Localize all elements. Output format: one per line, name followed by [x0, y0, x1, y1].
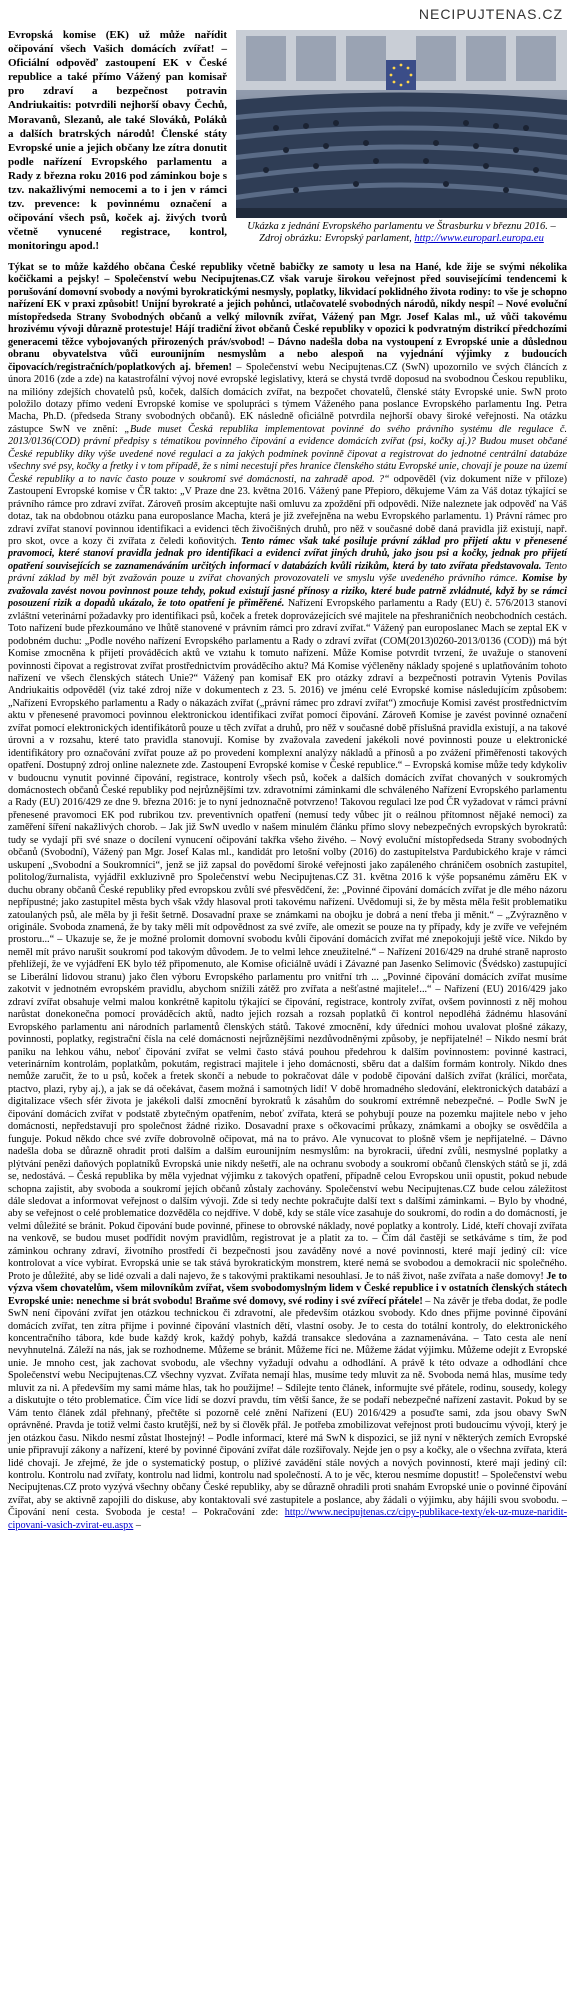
call-to-action: Je to výzva všem chovatelům, všem milovníkům zvířat, všem svobodomyslným lidem v České republice i v ostatních členských státech Evropské unie: nenechme si brát svobodu! Braňme své domovy, své rodiny i své zvířecí přátele!	[8, 1270, 567, 1307]
intro-bold-rest: – Společenství webu Necipujtenas.CZ však varuje širokou veřejnost před souvisejícími tendencemi k porušování domovní svobody a novými byrokratickými nesmysly, poplatky, likvidací poklidného života rodiny: to vše je schopno nařízení EK v praxi způsobit! Unijní byrokraté a jejich pohůnci, utlačovatelé svobodných národů, nikdy nespí! – Nové evoluční místopředsedа Strany Svobodných občanů a velký milovník zvířat, Vážený pan Mgr. Josef Kalas ml., už vůči takovému hrozivému vývoji důrazně protestuje! Hájí tradiční život občanů České republiky v opozici k podvratným distrikcí předchozími generacemi těžce vybojovaných přirozených práv/svobod! – Dávno nadešla doba na vystoupení z Evropské unie a důslednou obranu obyvatelstva vůči eurounijním nesmyslům a nebo alespoň na vyjednání výjimky z budoucích čipovacích/registračních/poplatkových aj. břemen!	[8, 274, 567, 373]
top-section	[8, 28, 567, 260]
commission-answer: odpověděl (viz dokument níže v příloze) Zastoupení Evropské komise v ČR takto: „V Praze dne 23. května 2016. Vážený pane Přepioro, děkujeme Vám za Váš dotaz týkající se právního rámce pro zdraví zvířat. Zároveň prosím akceptujte naši omluvu za zpoždění při odpovědi. Níže naleznete jak odpověď na Váš dotaz, tak na obdobnou otázku pana europoslance Macha, která je již zveřejněna na webu Evropského parlamentu. 1) Právní rámec pro zdraví zvířat stanoví povinnou identifikaci a evidenci těch živočišných druhů, pro něž v současné době daná pravidla již existují, např. pro skot, ovce a kozy či zvířata z čeledi koňovitých.	[8, 473, 567, 547]
parliament-photo	[236, 30, 567, 218]
caption-source-prefix: Zdroj obrázku: Evropský parlament,	[259, 233, 415, 244]
paragraph-closing: – Podle informací, které má SwN k dispozici, se již nyní v některých zemích Evropské unie připravují zákony a nařízení, které by povinné čipování zvířat dále rozšiřovaly. Nejde jen o psy a kočky, ale o všechna zvířata, která lidé chovají. Je zřejmé, že jde o systematický postup, o plíživé zavádění stále nových a nových povinností, které mají jediný cíl: kontrolu. Kontrolu nad zvířaty, kontrolu nad lidmi, kontrolu nad společností. A to je věc, kterou nesmíme dopustit! – Společenství webu Necipujtenas.CZ proto vyzývá všechny občany České republiky, aby se důrazně ohradili proti snahám Evropské unie o povinné čipování zvířat, aby se aktivně zapojili do diskuse, aby kontaktovali své zastupitele a poslance, aby žádali o výjimku, aby hájili svou svobodu. – Čipování není cesta. Svoboda je cesta!	[8, 1432, 567, 1519]
europarl-link[interactable]: http://www.europarl.europa.eu	[414, 233, 544, 244]
commissioner-answer: Nařízení Evropského parlamentu a Rady (EU) č. 576/2013 stanoví zvláštní veterinární požadavky pro identifikaci psů, koček a fretek doprovázejících své majitele na přeshraničních neobchodních cestách. Toto nařízení bude přezkoumáno ve lhůtě stanovené v právním rámci pro zdraví zvířat.“ Vážený pan europoslanec Mach se zeptal EK v podobném duchu: „Podle nového nařízení Evropského parlamentu a Rady o zdraví zvířat (COM(2013)0260-2013/0136 (COD)) má být Komise zmocněna k přijetí prováděcích aktů ve vztahu k tomuto nařízení. Může Komise potvrdit tvrzení, že uvažuje o stanovení povinnosti čipovat a registrovat zvířat prostřednictvím prováděcího aktu? Má Komise výčleněny náklady spojené s uplatňováním tohoto nařízení ve všech členských státech Unie?“ Vážený pan komisař EK pro otázky zdraví a bezpečnosti potravin Vytenis Povilas Andriukaitis odpověděl (viz také zdroj níže v dokumentech z 23. 5. 2016) ve jménu celé Evropské komise následujícím způsobem: „Nařízení Evropského parlamentu a Rady o nákazách zvířat („právní rámec pro zdraví zvířat“) zmocňuje Komisi zavést prostřednictvím aktu v přenesené pravomoci povinnou elektronickou identifikaci zvířat pomocí čipování. Zároveň Komise je zavést povinné označení zvířat pomocí elektronických identifikátorů pouze u těch zvířat a druhů, pro něž v současné době příslušná pravidla existují, a na takové úrovni a v rozsahu, které tato pravidla stanovují. Komise by zvažovala zavedení jakékoli nové povinnosti pouze u elektronické identifikátory pro označování zvířat pouze až po provedení komplexní analýzy nákladů a přínosů a po zvážení přiměřenosti takových opatření. Dostupný zdroj online naleznete zde. Zastoupení Evropské komise v České republice.“ – Evropská komise může tedy kdykoliv v budoucnu vynutit povinné čipování, registrace, kontroly všech psů, koček a dalších domácích zvířat chovaných v soukromých domácnostech občanů České republiky pod nejrůznějšími tzv. zdravotními záminkami dle schváleného Nařízení Evropského parlamentu a Rady (EU) 2016/429 ze dne 9. března 2016: je to nyní jednoznačně potvrzeno! Takovou regulaci lze pod ČR vyžadovat v rámci právní přenesené pravomoci EK pod rubrikou tzv. preventivních opatření (nemusí tedy vůbec jít o reálnou přítomnost nějaké nemoci) za zaměření šíření nakažlivých chorob. – Jak již SwN uvedlo v našem minulém článku přímo slovy nebezpečných evropských byrokratů: tudy se vydají při své snaze o docílení vynucení očipování takřka všeho živého. – Nový evoluční místopředseda Strany svobodných občanů (Svobodní), Vážený pan Mgr. Josef Kalas ml., kandidát pro letošní volby (2016) do zastupitelstva Pardubického kraje v rámci uskupení „Svobodní a Soukromníci“, jenž se již zapsal do povědomí široké veřejnosti jako zapáleného chráničem osobních zastupitel, politolog/žurnalista, vyjádřil exkluzivně pro Společenství webu Necipujtenas.CZ 31. května 2016 k výše popsanému záměru EK v duchu obrany občanů České republiky před evropskou zvůlí své přesvědčení, že: „Povinné čipování domácích zvířat je dle mého názoru nepřípustné; jako zastupitel města bych však vždy hlasoval proti takovému nařízení. Uvědomuji si, že by města měla řešit problematiku zatoulaných psů, ale měla by ji řešit šetrně. Dosavadní praxe se známkami na obojku je dobrá a není třeba ji měnit.“ – „Zvýrazněno v originále. Svoboda znamená, že by taky měli mít odpovědnost za své zvíře, ale omezit se pouze na ty případy, kdy je zvíře ve veřejném prostoru...“ – Ukazuje se, že je možné prolomit domovní svobodu kvůli čipování domácích zvířat mé znepokojuji ještě více. Nikdo by neměl mít právo narušit soukromí pod takovým důvodem. Je to velmi lehce zneužitelné.“ – Nařízení 2016/429 na druhé straně naprosto přehlížejí, že ve vyjádření EK bylo též připomenuto, ale Komise oficiálně uvádí i Závazné pan Jasenko Selimovic (Švédsko) zastupující se Liberální lidovou stranu) jako člen výboru Evropského parlamentu pro vnitřní trh ... „Povinné čipování domácích zvířat musíme zakotvit v jednotném evropském pravidlu, abychom snížili zátěž pro zvířata a nešťastné majitele!...“ – Nařízení (EU) 2016/429 jako zdraví zvířat obsahuje velmi malou konkrétně kapitolu týkající se čipování, registrace, kontroly zvířat, ovšem povinnosti z něj mohou narůstat donekonečna pomocí prováděcích aktů, nadto jejich rozsah a rozsah poplatků či kontrol nepodléhá žádnému hlasování Evropského parlamentu ani národních parlamentů členských států. Takové zmocnění, kdy úředníci mohou uvalovat plošné zákazy, povinnosti, poplatky, registrační čísla na celé domácnosti nejrůznějšími nezdůvodněnými způsoby, je nepřijatelné! – Nikdo nesmí brát paniku na lehkou váhu, neboť čipování zvířat se velmi často stává pouhou předehrou k dalším povinnostem: povinné kastraci, veterinárním kontrolám, poplatkům, pokutám, registraci majitele i jeho domácnosti, sběru dat a dalším formám kontroly. Nikdo dnes nemůže zaručit, že to u psů, koček a fretek skončí a nebude to pokračovat dále v podobě čipování dalších zvířat (králíci, morčata, ptactvo, plazi, ryby aj.), a jak se dá očekávat, časem možná i samotných lidí! V době hromadného sledování, elektronických databází a digitalizace všech sfér života je jakékoli další zmocnění byrokratů k zásahům do soukromí extrémně nebezpečné. – Podle SwN je čipování domácích zvířat v podstatě zbytečným opatřením, neboť zvířata, která se pohybují pouze na pozemku majitele nebo v jeho domácnosti, nepředstavují pro společnost žádné riziko. Dosavadní praxe s očkovacími průkazy, známkami a obojky se osvědčila a funguje. Pokud někdo chce své zvíře dobrovolně očipovat, má na to právo. Ale vynucovat to plošně všem je nepřijatelné. – Dávno nadešla doba se důrazně ohradit proti dalším a dalším eurounijním nesmyslům: na byrokracii, úřední zvůli, nesmyslné poplatky a plýtvání penězi daňových poplatníků Evropská unie nikdy nešetří, ale na ochranu svobody a soukromí občanů členských států se jí, zdá se, nedostává. – Česká republika by měla vyjednat výjimku z takových opatření, případně celou Evropskou unii opustit, pokud nebude schopna zajistit, aby svoboda a soukromí jejích občanů zůstaly zachovány. Společenství webu Necipujtenas.CZ bude celou záležitost dále sledovat a informovat veřejnost o dalším vývoji.	[8, 598, 567, 1207]
answer-emphasis-2: Komise by zvažovala zavést novou povinnost pouze tehdy, pokud existují jasné přínosy a riziko, které bude patrně zvládnuté, když by se rámci posouzení rizik a dopadů ukázalo, že toto opatření je přiměřené.	[8, 573, 567, 610]
continuation-link[interactable]: http://www.necipujtenas.cz/cipy-publikace-texty/ek-uz-muze-naridit-cipovani-vasich-zvirat-eu.aspx	[8, 1507, 567, 1531]
answer-emphasis: Tento rámec však také posiluje právní základ pro přijetí aktu v přenesené pravomoci, které stanoví pravidla jednak pro identifikaci a evidenci zvířat jiných druhů, jako jsou psi a kočky, jednak pro přijetí opatření souvisejících se zaznamenáváním určitých informací v databázích kvůli rizikům, která by tato zvířata představovala.	[8, 535, 567, 572]
site-header: NECIPUJTENAS.CZ	[418, 6, 563, 22]
intro-bold: Týkat se to může každého občana České republiky včetně babičky ze samoty u lesa na Hané, kde žije se svými nékolika kočičkami a pejsky!	[8, 262, 567, 286]
paragraph-middle: Zde si tedy nechte pokračujte další text s dalšími záminkami. – Bylo by vhodné, aby se veřejnost o celé problematice dozvěděla co nejdříve. V době, kdy se stále více zasahuje do soukromí, do rodin a do domácností, je velmi důležité se bránit. Pokud čipování bude povinné, přinese to obrovské náklady, nové poplatky a kontroly. Lidé, kteří chovají zvířata na venkově, se budou muset podřídit novým pravidlům, registrovat je a platit za to.	[8, 1195, 568, 1245]
article-body	[8, 262, 567, 1532]
paragraph-context: – Společenství webu Necipujtenas.CZ (SwN) upozornilo ve svých článcích z února 2016 (zde a zde) na katastrofální vývoj nové evropské legislativy, která se chystá tvrdě doposud na svobodnou Českou republiku, na milióny zdejších chovatelů psů, koček, dalších domácích zvířat, na bezpočet chovatelů, členské státy Evropské unie. SwN proto položilo dotazy přímo vedení Evropské komise ve spolupráci s týmem Váženého pana poslance Evropského parlamentu Ing. Petra Macha, Ph.D. (předseda Strany svobodných občanů). EK následně oficiálně potvrdila nejhorší obavy široké veřejnosti. Na otázku zástupce SwN ve znění:	[8, 361, 567, 435]
lead-paragraph: Evropská komise (EK) už může nařídit očipování všech Vašich domácích zvířat! – Oficiální odpověď zastoupení EK v České republice a také přímo Vážený pan komisař pro zdraví a bezpečnost potravin Andriukaitis: potvrdili nejhorší obavy Čechů, Moravanů, Slezanů, ale také Slováků, Poláků a dalších bratrských národů! Členské státy Evropské unie a jejich občany lze zítra donutit podle nařízení Evropského parlamentu a Rady z března roku 2016 pod záminkou boje s tzv. nakažlivými nemocemi a to i jen v rámci tzv. prevence: k povinnému označení a očipování všech psů, koček aj. živých tvorů včetně vynucené registrace, kontrol, monitoringu apod.!	[8, 29, 227, 253]
caption-line2	[236, 233, 567, 245]
figure	[236, 30, 567, 245]
parliament-hall-illustration	[236, 30, 567, 218]
source-suffix: –	[133, 1519, 141, 1531]
question-quote: „Bude muset Česká republika implementovat povinné do svého právního systému dle regulace č. 2013/0136(COD) právní předpisy s tématikou povinného čipování a evidence domácích zvířat (psi, kočky aj.)? Budou muset občané České republiky díky výše uvedené nové regulaci a za jakých podmínek povinně čipovat a registrovat do jednotné centrální databáze všechny své psy, kočky a fretky i v tom případě, že s nimi necestují přes hranice členského státu Evropské unie, chovají je pouze na území České republiky a to navíc často pouze v soukromí své domácnosti, na zahradě apod. ?“	[8, 423, 567, 485]
caption-line1: Ukázka z jednání Evropského parlamentu ve Štrasburku v březnu 2016. –	[247, 221, 556, 232]
answer-continuation: Tento právní základ by měl být zvažován pouze u zvířat chovaných provozovateli ve smyslu výše uvedeného právního rámce.	[8, 560, 567, 585]
figure-caption	[236, 221, 567, 245]
paragraph-control: – Čím dál častěji se setkáváme s tím, že pod záminkou ochrany zdraví, životního prostředí či bezpečnosti jsou zaváděny nové a nové povinnosti, které mají jediný cíl: více kontrolovat a více vybírat. Evropská unie se tak stává byrokratickým monstrem, které nemá se svobodou a demokracií nic společného. Proto je důležité, aby se lidé ozvali a dali najevo, že s takovými praktikami nesouhlasí. Je to náš život, naše zvířata a naše domovy!	[8, 1233, 567, 1282]
source-prefix: – Pokračování zde:	[185, 1507, 285, 1519]
paragraph-freedom: – Na závěr je třeba dodat, že podle SwN není čipování zvířat jen otázkou technickou či zdravotní, ale především otázkou svobody. Kdo dnes přijme povinné čipování domácích zvířat, ten zítra přijme i povinné čipování vlastních dětí, vlastní osoby. Je to cesta do totální kontroly, do elektronického koncentračního tábora, kde bude každý krok, každý pohyb, každá transakce sledována a zaznamenávána. – Tato cesta ale není nevyhnutelná. Záleží na nás, jak se rozhodneme. Můžeme se bránit. Můžeme říci ne. Můžeme žádat výjimku. Můžeme odejít z Evropské unie. Je mnoho cest, jak zachovat svobodu, ale všechny vyžadují odvahu a odhodlání. A právě k této odvaze a odhodlání chce Společenství webu Necipujtenas.CZ všechny vyzvat. Zvířata nemají hlas, musíme tedy mluvit za ně. Svoboda nemá hlas, musíme tedy mluvit za ni. A především my sami máme hlas, tak ho použijme! – Sdílejte tento článek, informujte své přátele, rodinu, sousedy, kolegy a diskutujte o této problematice. Čím více lidí se dozví pravdu, tím větší šance, že se podaří nebezpečné nařízení zastavit. Pokud by se Vám tento článek zdál přehnaný, přečtěte si pozorně celé znění Nařízení (EU) 2016/429 a posuďte sami, zda jsou obavy SwN oprávněné. Pravda je totiž velmi často krutější, než by si člověk přál. Je potřeba zmobilizovat veřejnost proti budoucímu vývoji, který je jen otázkou času. Nikdo nesmí zůstat lhostejný!	[8, 1295, 567, 1444]
